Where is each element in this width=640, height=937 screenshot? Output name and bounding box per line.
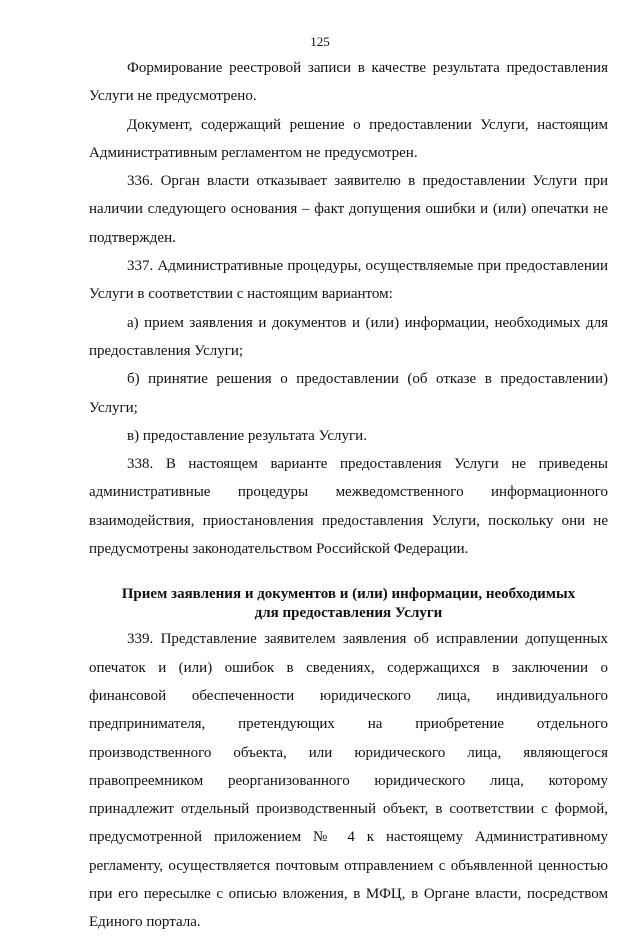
paragraph-decision-document: Документ, содержащий решение о предоставлении Услуги, настоящим Административным регламентом не предусмотрен. [89, 116, 608, 161]
paragraph-registry-record: Формирование реестровой записи в качестве результата предоставления Услуги не предусмотрено. [89, 60, 608, 105]
paragraph-339: 339. Представление заявителем заявления об исправлении допущенных опечаток и (или) ошибок в сведениях, содержащихся в заключении о финансовой обеспеченности юридического лица, индивидуального предпринимателя, претендующих на приобретение отдельного производственного объекта, или юридического лица, являющегося правопреемником реорганизованного юридического лица, которому принадлежит отдельный производственный объект, в соответствии с формой, предусмотренной приложением № 4 к настоящему Административному регламенту, осуществляется почтовым отправлением с объявленной ценностью при его пересылке с описью вложения, в МФЦ, в Органе власти, посредством Единого портала. [89, 631, 608, 931]
list-item-a: а) прием заявления и документов и (или) информации, необходимых для предоставления Услуги; [89, 314, 608, 359]
document-body [89, 54, 608, 937]
paragraph-338: 338. В настоящем варианте предоставления Услуги не приведены административные процедуры межведомственного информационного взаимодействия, приостановления предоставления Услуги, поскольку они не предусмотрены законодательством Российской Федерации. [89, 456, 608, 558]
list-item-b: б) принятие решения о предоставлении (об отказе в предоставлении) Услуги; [89, 371, 608, 416]
section-heading: Прием заявления и документов и (или) информации, необходимых для предоставления Услуги [121, 586, 576, 622]
paragraph-336: 336. Орган власти отказывает заявителю в предоставлении Услуги при наличии следующего основания – факт допущения ошибки и (или) опечатки не подтвержден. [89, 173, 608, 246]
page-number: 125 [310, 34, 330, 49]
paragraph-337: 337. Административные процедуры, осуществляемые при предоставлении Услуги в соответствии с настоящим вариантом: [89, 258, 608, 303]
list-item-c: в) предоставление результата Услуги. [127, 427, 367, 444]
